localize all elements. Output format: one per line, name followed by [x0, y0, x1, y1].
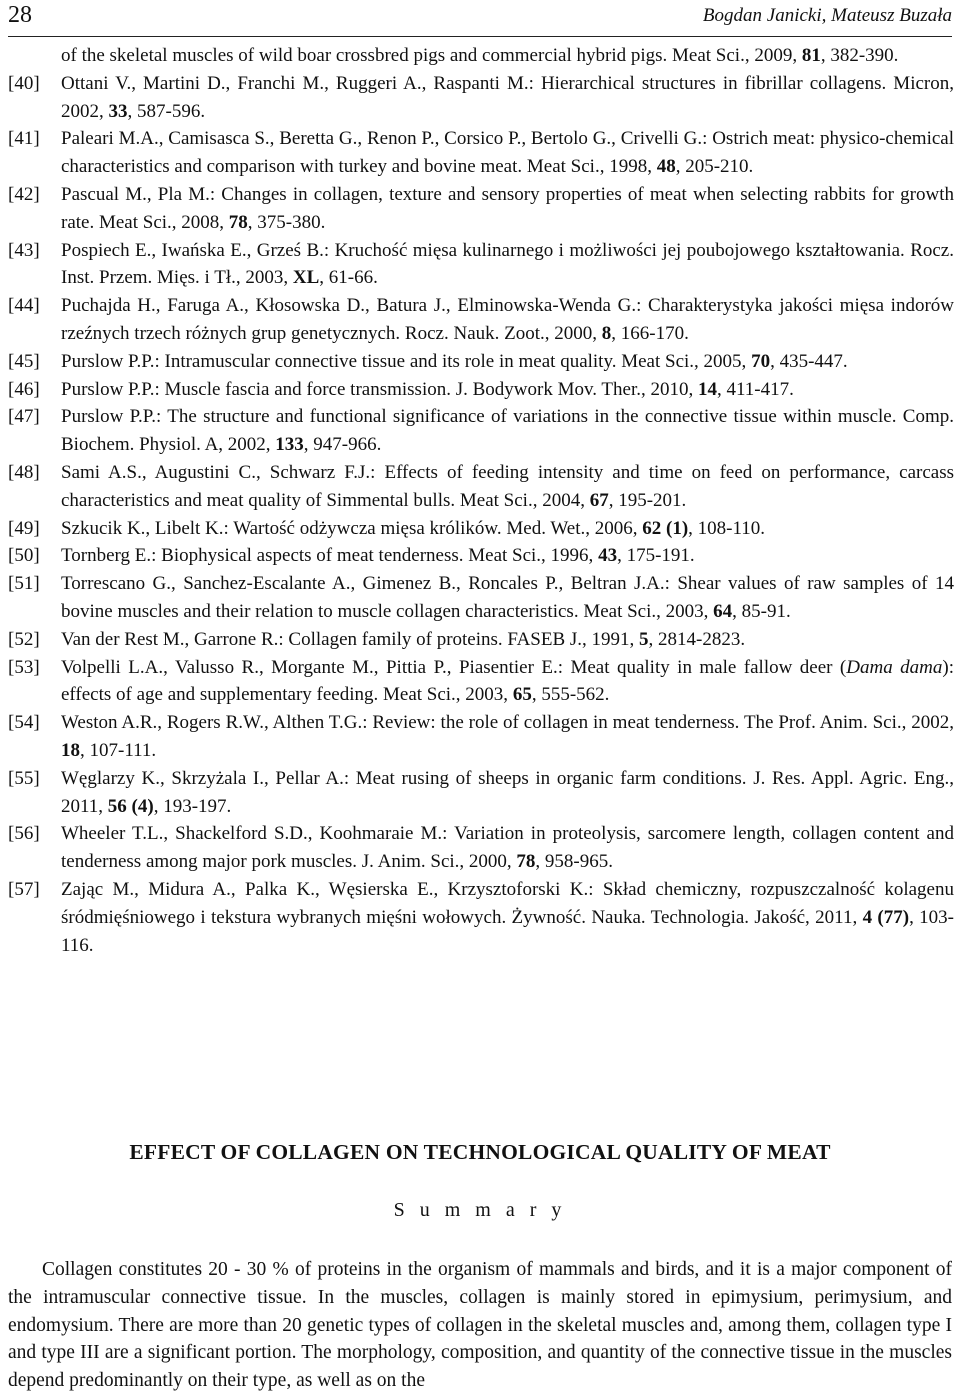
reference-text: Paleari M.A., Camisasca S., Beretta G., Renon P., Corsico P., Bertolo G., Crivelli G.: Ostrich meat: physico-chemical characteristics and comparison with turkey and bovine meat. Meat Sci., 1998,	[61, 128, 954, 178]
reference-text: Szkucik K., Libelt K.: Wartość odżywcza mięsa królików. Med. Wet., 2006,	[61, 517, 643, 539]
reference-volume: 18	[61, 739, 80, 761]
reference-pages: , 175-191.	[617, 545, 695, 567]
reference-pages: , 166-170.	[611, 322, 689, 344]
reference-volume: XL	[292, 267, 320, 289]
reference-number: [43]	[8, 239, 40, 261]
reference-list	[0, 42, 960, 959]
reference-text: Węglarzy K., Skrzyżala I., Pellar A.: Meat rusing of sheeps in organic farm conditions. J. Res. Appl. Agric. Eng., 2011,	[61, 767, 954, 817]
reference-entry	[0, 348, 960, 376]
reference-text: Volpelli L.A., Valusso R., Morgante M., Pittia P., Piasentier E.: Meat quality in male fallow deer (Dama dama): effects of age and supplementary feeding. Meat Sci., 2003,	[61, 656, 954, 706]
reference-number: [57]	[8, 878, 40, 900]
reference-pages: , 205-210.	[675, 156, 754, 178]
reference-text: Sami A.S., Augustini C., Schwarz F.J.: Effects of feeding intensity and time on feed on performance, carcass characteristics and meat quality of Simmental bulls. Meat Sci., 2004,	[61, 461, 954, 511]
reference-text: Weston A.R., Rogers R.W., Althen T.G.: Review: the role of collagen in meat tenderness. The Prof. Anim. Sci., 2002,	[61, 712, 954, 734]
reference-pages: , 947-966.	[303, 434, 382, 456]
reference-pages: , 555-562.	[531, 684, 610, 706]
reference-volume: 4 (77)	[862, 906, 910, 928]
reference-text: Pospiech E., Iwańska E., Grześ B.: Kruchość mięsa kulinarnego i możliwości jej poubojowego kształtowania. Rocz. Inst. Przem. Mięs. i Tł., 2003,	[61, 239, 954, 289]
reference-entry	[0, 42, 960, 70]
reference-volume: 43	[598, 545, 618, 567]
page-number: 28	[8, 2, 32, 28]
reference-text: Tornberg E.: Biophysical aspects of meat tenderness. Meat Sci., 1996,	[61, 545, 599, 567]
reference-pages: , 61-66.	[319, 267, 378, 289]
reference-text: Purslow P.P.: Intramuscular connective tissue and its role in meat quality. Meat Sci., 2005,	[61, 350, 752, 372]
reference-entry	[0, 709, 960, 765]
reference-volume: 48	[656, 156, 676, 178]
reference-number: [42]	[8, 183, 40, 205]
reference-number: [46]	[8, 378, 40, 400]
reference-number: [55]	[8, 767, 40, 789]
reference-entry	[0, 820, 960, 876]
reference-number: [54]	[8, 712, 40, 734]
reference-volume: 56 (4)	[107, 795, 154, 817]
reference-pages: , 587-596.	[127, 100, 206, 122]
reference-number: [41]	[8, 128, 40, 150]
article-title: EFFECT OF COLLAGEN ON TECHNOLOGICAL QUALITY OF MEAT	[129, 1140, 831, 1164]
reference-entry	[0, 292, 960, 348]
summary-paragraph: Collagen constitutes 20 - 30 % of proteins in the organism of mammals and birds, and it is a major component of the intramuscular connective tissue. In the muscles, collagen is mainly stored in epimysium, perimysium, and endomysium. There are more than 20 genetic types of collagen in the skeletal muscles and, among them, collagen type I and type III are a significant portion. The morphology, composition, and quantity of the connective tissue in the muscles depend predominantly on their type, as well as on the	[8, 1259, 952, 1392]
reference-number: [51]	[8, 573, 40, 595]
reference-number: [45]	[8, 350, 40, 372]
reference-pages: , 85-91.	[732, 600, 791, 622]
reference-pages: , 382-390.	[820, 45, 899, 66]
reference-volume: 67	[589, 489, 609, 511]
reference-volume: 65	[512, 684, 532, 706]
reference-entry	[0, 403, 960, 459]
reference-pages: , 103-116.	[61, 906, 955, 956]
reference-pages: , 435-447.	[770, 350, 848, 372]
reference-pages: , 107-111.	[80, 739, 157, 761]
reference-text: Ottani V., Martini D., Franchi M., Ruggeri A., Raspanti M.: Hierarchical structures in fibrillar collagens. Micron, 2002,	[61, 72, 954, 122]
reference-number: [52]	[8, 628, 40, 650]
reference-volume: 14	[697, 378, 717, 400]
reference-entry	[0, 181, 960, 237]
reference-text: Torrescano G., Sanchez-Escalante A., Gimenez B., Roncales P., Beltran J.A.: Shear values of raw samples of 14 bovine muscles and their relation to muscle collagen characteristics. Meat Sci., 2003,	[61, 573, 954, 622]
reference-volume: 133	[275, 434, 304, 456]
reference-text: Pascual M., Pla M.: Changes in collagen, texture and sensory properties of meat when selecting rabbits for growth rate. Meat Sci., 2008,	[61, 183, 954, 233]
reference-entry	[0, 654, 960, 710]
reference-number: [49]	[8, 517, 40, 539]
reference-volume: 81	[801, 45, 821, 66]
reference-volume: 78	[228, 211, 248, 233]
reference-entry	[0, 459, 960, 515]
reference-entry	[0, 570, 960, 626]
reference-entry	[0, 765, 960, 821]
reference-volume: 78	[516, 851, 536, 873]
reference-number: [44]	[8, 295, 40, 317]
reference-number: [48]	[8, 461, 40, 483]
reference-text: Puchajda H., Faruga A., Kłosowska D., Batura J., Elminowska-Wenda G.: Charakterystyka jakości mięsa indorów rzeźnych trzech różnych grup genetycznych. Rocz. Nauk. Zoot., 2000,	[61, 295, 954, 344]
reference-text: Zając M., Midura A., Palka K., Węsierska E., Krzysztoforski K.: Skład chemiczny, rozpuszczalność kolagenu śródmięśniowego i tekstura wybranych mięśni wołowych. Żywność. Nauka. Technologia. Jakość, 2011,	[61, 878, 954, 928]
reference-text: of the skeletal muscles of wild boar crossbred pigs and commercial hybrid pigs. Meat Sci., 2009,	[61, 45, 802, 66]
reference-entry	[0, 237, 960, 293]
reference-number: [56]	[8, 823, 40, 845]
reference-pages: , 108-110.	[688, 517, 766, 539]
reference-volume: 64	[713, 600, 733, 622]
reference-text: Wheeler T.L., Shackelford S.D., Koohmaraie M.: Variation in proteolysis, sarcomere length, collagen content and tenderness among major pork muscles. J. Anim. Sci., 2000,	[61, 823, 954, 873]
reference-entry	[0, 70, 960, 126]
reference-pages: , 195-201.	[608, 489, 687, 511]
reference-text: Purslow P.P.: The structure and functional significance of variations in the connective tissue within muscle. Comp. Biochem. Physiol. A, 2002,	[61, 406, 954, 456]
reference-number: [53]	[8, 656, 40, 678]
reference-volume: 8	[601, 322, 612, 344]
reference-entry	[0, 125, 960, 181]
reference-volume: 5	[639, 628, 649, 650]
running-head-authors: Bogdan Janicki, Mateusz Buzała	[702, 5, 952, 26]
reference-pages: , 2814-2823.	[648, 628, 746, 650]
reference-number: [47]	[8, 406, 40, 428]
reference-pages: , 958-965.	[535, 851, 613, 873]
page-header	[8, 0, 952, 37]
reference-entry	[0, 542, 960, 570]
reference-volume: 70	[751, 350, 771, 372]
reference-pages: , 193-197.	[153, 795, 232, 817]
reference-entry	[0, 626, 960, 654]
reference-volume: 62 (1)	[642, 517, 689, 539]
reference-pages: , 375-380.	[247, 211, 326, 233]
reference-number: [40]	[8, 72, 40, 94]
reference-number: [50]	[8, 545, 40, 567]
reference-volume: 33	[108, 100, 128, 122]
reference-entry	[0, 876, 960, 959]
reference-text: Van der Rest M., Garrone R.: Collagen family of proteins. FASEB J., 1991,	[61, 628, 640, 650]
reference-text: Purslow P.P.: Muscle fascia and force transmission. J. Bodywork Mov. Ther., 2010,	[61, 378, 698, 400]
reference-entry	[0, 376, 960, 404]
reference-pages: , 411-417.	[716, 378, 794, 400]
reference-entry	[0, 515, 960, 543]
summary-heading: S u m m a r y	[393, 1199, 567, 1221]
